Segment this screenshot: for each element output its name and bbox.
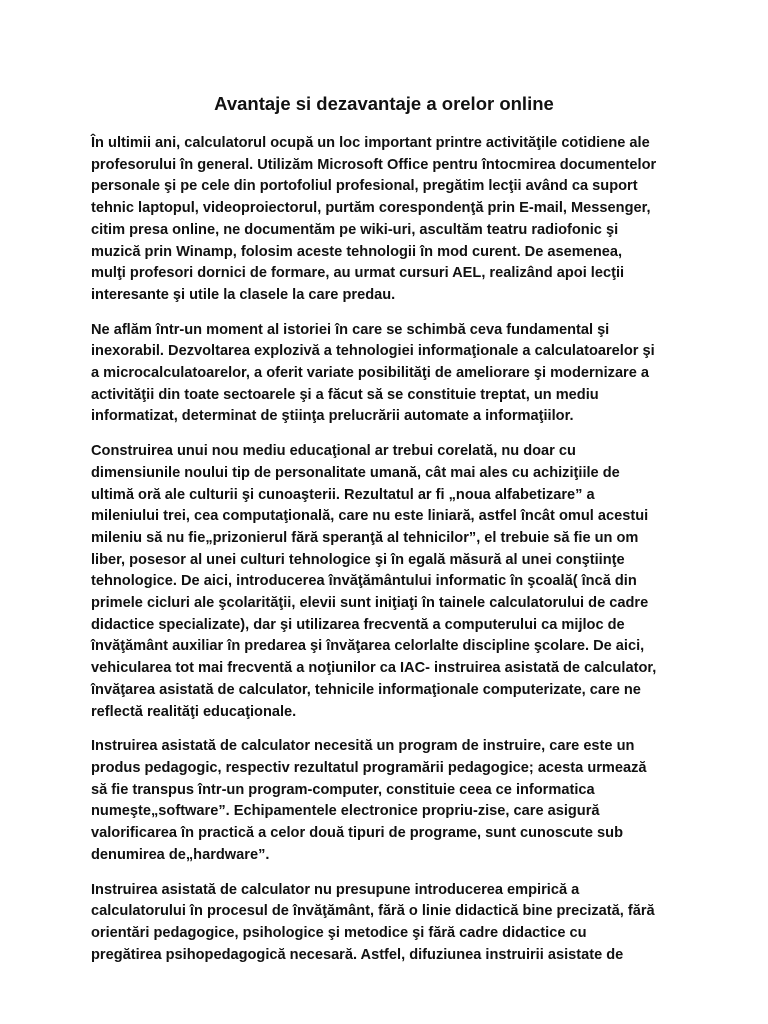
text-line: Construirea unui nou mediu educaţional ar trebui corelată, nu doar cu	[91, 443, 576, 460]
text-line: Instruirea asistată de calculator nu presupune introducerea empirică a	[91, 881, 580, 898]
text-line: didactice specializate), dar şi utilizarea frecventă a computerului ca mijloc de	[91, 616, 625, 633]
text-line: personale şi pe cele din portofoliul profesional, pregătim lecţii având ca suport	[91, 178, 638, 195]
text-line: ultimă oră ale culturii şi cunoaşterii. Rezultatul ar fi „noua alfabetizare” a	[91, 486, 595, 503]
paragraph	[91, 880, 683, 967]
text-line: valorificarea în practică a celor două tipuri de programe, sunt cunoscute sub	[91, 825, 624, 842]
text-line: dimensiunile noului tip de personalitate umană, cât mai ales cu achiziţiile de	[91, 464, 620, 481]
document-title: Avantaje si dezavantaje a orelor online	[214, 93, 554, 114]
text-line: calculatorului în procesul de învăţământ, fără o linie didactică bine precizată, fără	[91, 903, 655, 920]
text-line: vehicularea tot mai frecventă a noţiunilor ca IAC- instruirea asistată de calculator,	[91, 660, 657, 677]
text-line: produs pedagogic, respectiv rezultatul programării pedagogice; acesta urmează	[91, 759, 647, 776]
paragraph	[91, 320, 683, 429]
paragraph	[91, 736, 683, 866]
text-line: activităţii din toate sectoarele şi a făcut să se constituie treptat, un mediu	[91, 386, 599, 403]
text-line: mulţi profesori dornici de formare, au urmat cursuri AEL, realizând apoi lecţii	[91, 265, 625, 282]
text-line: orientări pedagogice, psihologice şi metodice şi fără cadre didactice cu	[91, 924, 587, 941]
text-line: mileniu să nu fie„prizonierul fără speranţă al tehnicilor”, el trebuie să fie un om	[91, 529, 639, 546]
text-line: profesorului în general. Utilizăm Microsoft Office pentru întocmirea documentelor	[91, 156, 657, 173]
text-line: să fie transpus într-un program-computer, constituie ceea ce informatica	[91, 781, 595, 798]
text-line: reflectă realităţi educaţionale.	[91, 703, 297, 720]
text-line: pregătirea psihopedagogică necesară. Astfel, difuziunea instruirii asistate de	[91, 946, 624, 963]
paragraph	[91, 133, 683, 307]
text-line: Instruirea asistată de calculator necesită un program de instruire, care este un	[91, 738, 635, 755]
text-line: tehnic laptopul, videoproiectorul, purtăm corespondenţă prin E-mail, Messenger,	[91, 200, 651, 217]
text-line: citim presa online, ne documentăm pe wiki-uri, ascultăm teatru radiofonic şi	[91, 221, 619, 238]
text-line: tehnologice. De aici, introducerea învăţământului informatic în şcoală( încă din	[91, 573, 637, 590]
text-line: Ne aflăm într-un moment al istoriei în care se schimbă ceva fundamental şi	[91, 321, 610, 338]
text-line: primele cicluri ale şcolarităţii, elevii sunt iniţiaţi în tainele calculatorului de cadre	[91, 595, 649, 612]
text-line: liber, posesor al unei culturi tehnologice şi în egală măsură al unei conştiinţe	[91, 551, 625, 568]
text-line: mileniului trei, cea computaţională, care nu este liniară, astfel încât omul acestui	[91, 508, 649, 525]
paragraph	[91, 441, 683, 723]
text-line: a microcalculatoarelor, a oferit variate posibilităţi de ameliorare şi modernizare a	[91, 365, 650, 382]
text-line: informatizat, determinat de ştiinţa prelucrării automate a informaţiilor.	[91, 408, 574, 425]
text-line: denumirea de„hardware”.	[91, 846, 270, 863]
text-line: inexorabil. Dezvoltarea explozivă a tehnologiei informaţionale a calculatoarelor şi	[91, 343, 655, 360]
text-line: În ultimii ani, calculatorul ocupă un loc important printre activităţile cotidiene ale	[91, 135, 650, 151]
text-line: interesante şi utile la clasele la care predau.	[91, 286, 396, 303]
text-line: numeşte„software”. Echipamentele electronice propriu-zise, care asigură	[91, 803, 600, 820]
text-line: învăţarea asistată de calculator, tehnicile informaţionale computerizate, care ne	[91, 681, 641, 698]
text-line: muzică prin Winamp, folosim aceste tehnologii în mod curent. De asemenea,	[91, 243, 623, 260]
document-body	[91, 133, 683, 979]
text-line: învăţământ auxiliar în predarea şi învăţarea celorlalte discipline şcolare. De aici,	[91, 638, 645, 655]
